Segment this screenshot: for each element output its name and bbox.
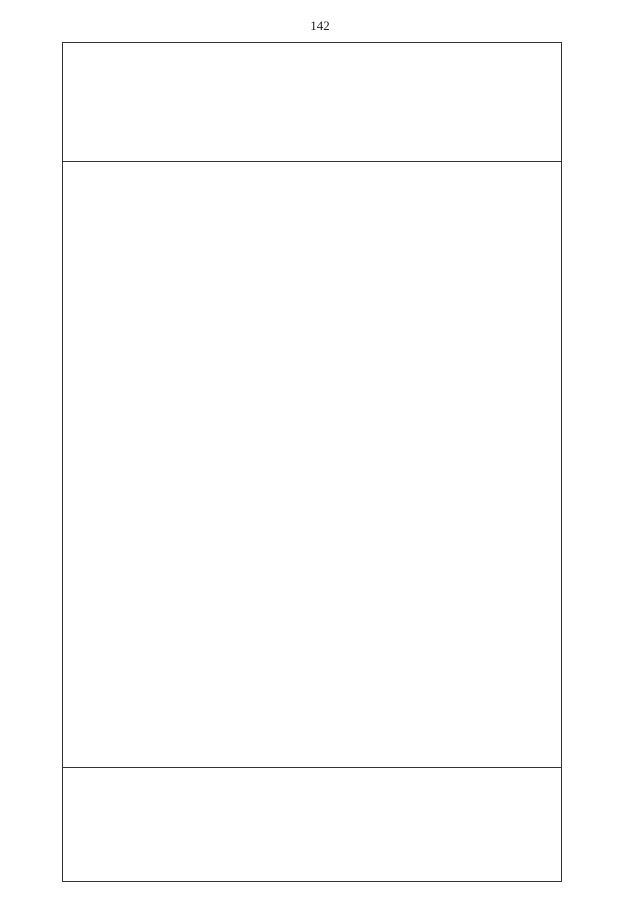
page-number: 142: [310, 18, 330, 33]
table-text-rotated: [80, 60, 540, 860]
